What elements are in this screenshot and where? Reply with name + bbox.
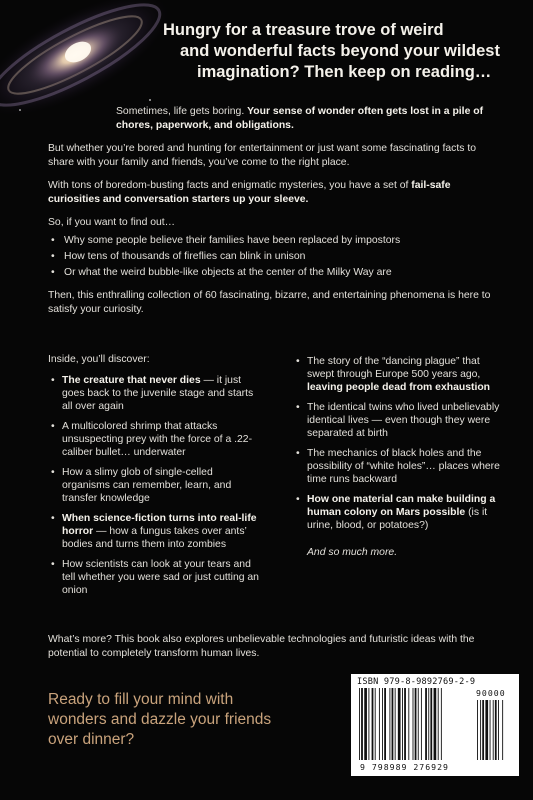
barcode-addon-bar [477, 700, 478, 760]
paragraph-3: With tons of boredom-busting facts and enigmatic mysteries, you have a set of fail-safe curiosities and conversation starters up your sleeve. [48, 180, 451, 205]
barcode-bar [389, 688, 390, 760]
barcode-bar [421, 688, 422, 760]
list-item: • A multicolored shrimp that attacks unsuspecting prey with the force of a .22-caliber bullet… underwater [48, 420, 263, 459]
list-item: • The mechanics of black holes and the possibility of “white holes”… places where time runs backward [293, 447, 508, 486]
and-so-much-more: And so much more. [307, 547, 398, 558]
barcode-bar [375, 688, 376, 760]
description-body [48, 105, 500, 326]
discover-list-left [48, 374, 263, 597]
barcode-bar [361, 688, 363, 760]
inside-label: Inside, you’ll discover: [48, 354, 150, 365]
barcode-bar [434, 688, 437, 760]
headline-line-3: imagination? Then keep on reading… [197, 63, 492, 81]
ean-digits: 9 798989 276929 [360, 762, 449, 772]
list-item: • Why some people believe their families have been replaced by impostors [48, 234, 500, 248]
barcode-bar [359, 688, 360, 760]
discover-list-right [293, 355, 508, 532]
list-item: • The identical twins who lived unbelievably identical lives — even though they were separated at birth [293, 401, 508, 440]
list-item: • How scientists can look at your tears and tell whether you were sad or just cutting an onion [48, 558, 263, 597]
discover-column-right [293, 353, 508, 638]
barcode-bar [398, 688, 401, 760]
isbn-text: ISBN 979-8-9892769-2-9 [357, 677, 476, 687]
barcode-bar [368, 688, 369, 760]
barcode-addon-bar [482, 700, 484, 760]
barcode-bar [415, 688, 417, 760]
list-item: • How one material can make building a human colony on Mars possible (is it urine, blood, or potatoes?) [293, 493, 508, 532]
barcode-bar [384, 688, 386, 760]
barcode-bar [372, 688, 374, 760]
addon-digits: 90000 [476, 688, 506, 698]
barcode-bar [441, 688, 442, 760]
barcode-addon-bar [502, 700, 503, 760]
barcode-bar [408, 688, 409, 760]
list-item: • How tens of thousands of fireflies can blink in unison [48, 250, 500, 264]
headline-line-1: Hungry for a treasure trove of weird [163, 21, 444, 39]
barcode-bar [430, 688, 432, 760]
list-item: • When science-fiction turns into real-life horror — how a fungus takes over ants’ bodies and turns them into zombies [48, 512, 263, 551]
barcode-bar [382, 688, 383, 760]
barcode-bar [413, 688, 414, 760]
barcode-bar [438, 688, 439, 760]
barcode-addon-bar [485, 700, 488, 760]
barcode-addon-bar [490, 700, 491, 760]
barcode-bar [428, 688, 429, 760]
whats-more-paragraph: What’s more? This book also explores unbelievable technologies and futuristic ideas with the potential to completely transform human lives. [48, 634, 475, 659]
barcode-addon-bar [493, 700, 494, 760]
paragraph-2: But whether you’re bored and hunting for entertainment or just want some fascinating facts to share with your family and friends, you’ve come to the right place. [48, 143, 476, 168]
discover-columns [48, 353, 508, 638]
find-out-lead: So, if you want to find out… [48, 217, 176, 228]
barcode-bar [402, 688, 403, 760]
paragraph-4: Then, this enthralling collection of 60 fascinating, bizarre, and entertaining phenomena is here to satisfy your curiosity. [48, 290, 491, 315]
headline [163, 20, 515, 83]
isbn-barcode [351, 674, 519, 776]
headline-line-2: and wonderful facts beyond your wildest [180, 42, 500, 60]
discover-column-left [48, 353, 263, 638]
barcode-addon-bar [498, 700, 499, 760]
barcode-bar [425, 688, 427, 760]
barcode-bar [404, 688, 406, 760]
barcode-bar [392, 688, 394, 760]
intro-paragraph: Sometimes, life gets boring. Your sense of wonder often gets lost in a pile of chores, paperwork, and obligations. [116, 106, 484, 131]
barcode-bar [395, 688, 396, 760]
list-item: • Or what the weird bubble-like objects at the center of the Milky Way are [48, 266, 500, 280]
list-item: • How a slimy glob of single-celled organisms can remember, learn, and transfer knowledge [48, 466, 263, 505]
call-to-action: Ready to fill your mind with wonders and dazzle your friends over dinner? [48, 691, 272, 748]
barcode-bar [418, 688, 419, 760]
list-item: • The creature that never dies — it just goes back to the juvenile stage and starts all over again [48, 374, 263, 413]
barcode-addon-bar [495, 700, 497, 760]
barcode-addon-bar [480, 700, 481, 760]
barcode-bar [379, 688, 380, 760]
find-out-list [48, 234, 500, 280]
list-item: • The story of the “dancing plague” that swept through Europe 500 years ago, leaving people dead from exhaustion [293, 355, 508, 394]
barcode-bar [364, 688, 367, 760]
